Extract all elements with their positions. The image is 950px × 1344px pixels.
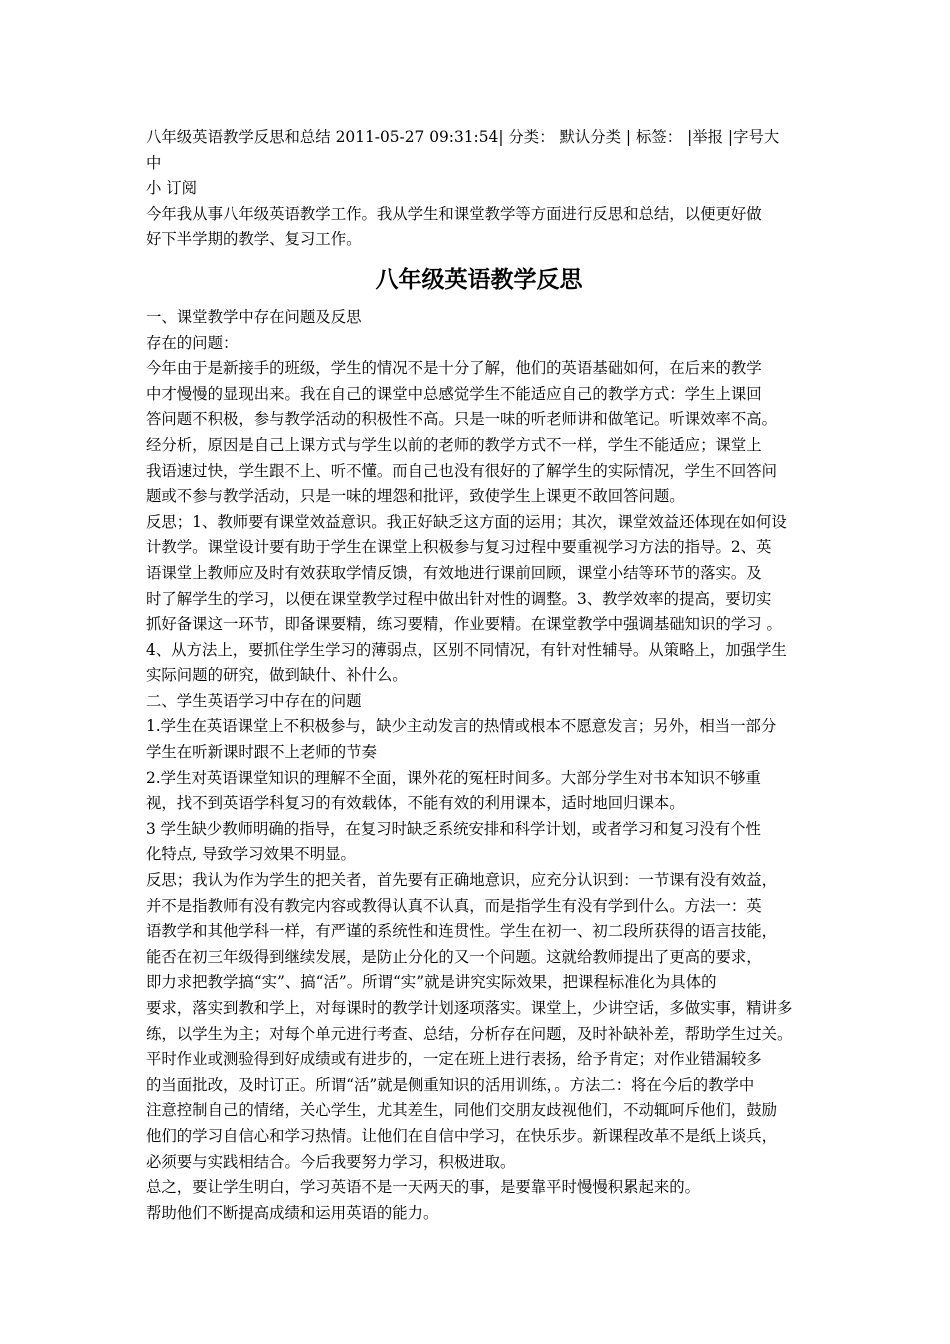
body-line: 即力求把教学搞“实”、搞“活”。所谓“实”就是讲究实际效果，把课程标准化为具体的 [146, 973, 717, 992]
body-line: 学生在听新课时跟不上老师的节奏 [146, 743, 377, 762]
header-line: 中 [146, 153, 162, 172]
body-line: 经分析，原因是自己上课方式与学生以前的老师的教学方式不一样，学生不能适应；课堂上 [146, 435, 762, 454]
body-line: 今年由于是新接手的班级，学生的情况不是十分了解，他们的英语基础如何，在后来的教学 [146, 359, 762, 378]
body-line: 的当面批改，及时订正。所谓“活”就是侧重知识的活用训练，。方法二：将在今后的教学中 [146, 1075, 755, 1094]
body-line: 反思；我认为作为学生的把关者，首先要有正确地意识，应充分认识到：一节课有没有效益， [146, 871, 778, 890]
body-line: 化特点, 导致学习效果不明显。 [146, 845, 356, 864]
body-line: 总之，要让学生明白，学习英语不是一天两天的事，是要靠平时慢慢积累起来的。 [146, 1178, 701, 1197]
body-line: 计教学。课堂设计要有助于学生在课堂上积极参与复习过程中要重视学习方法的指导。2、英 [146, 538, 772, 557]
body-line: 存在的问题： [146, 333, 239, 352]
body-line: 平时作业或测验得到好成绩或有进步的，一定在班上进行表扬，给予肯定；对作业错漏较多 [146, 1050, 762, 1069]
header-line: 八年级英语教学反思和总结 2011-05-27 09:31:54| 分类： 默认分类 | 标签： |举报 |字号大 [146, 128, 780, 146]
body-line: 语教学和其他学科一样，有严谨的系统性和连贯性。学生在初一、初二段所获得的语言技能， [146, 922, 778, 941]
body-line: 我语速过快，学生跟不上、听不懂。而自己也没有很好的了解学生的实际情况，学生不回答问 [146, 461, 778, 480]
document-text [146, 125, 812, 1226]
body-line: 二、学生英语学习中存在的问题 [146, 691, 362, 710]
body-line: 练，以学生为主；对每个单元进行考查、总结，分析存在问题，及时补缺补差，帮助学生过关。 [146, 1024, 793, 1043]
body-line: 他们的学习自信心和学习热情。让他们在自信中学习，在快乐步。新课程改革不是纸上谈兵， [146, 1126, 778, 1145]
body-line: 抓好备课这一环节，即备课要精，练习要精，作业要精。在课堂教学中强调基础知识的学习 。 [146, 615, 782, 634]
body-line: 2.学生对英语课堂知识的理解不全面，课外花的冤枉时间多。大部分学生对书本知识不够重 [146, 768, 761, 787]
body-line: 能否在初三年级得到继续发展，是防止分化的又一个问题。这就给教师提出了更高的要求， [146, 947, 762, 966]
body-line: 并不是指教师有没有教完内容或教得认真不认真，而是指学生有没有学到什么。方法一：英 [146, 896, 762, 915]
body-line: 1.学生在英语课堂上不积极参与，缺少主动发言的热情或根本不愿意发言；另外，相当一部分 [146, 717, 777, 736]
document-body [146, 305, 812, 1226]
body-line: 中才慢慢的显现出来。我在自己的课堂中总感觉学生不能适应自己的教学方式：学生上课回 [146, 384, 762, 403]
body-line: 实际问题的研究，做到缺什、补什么。 [146, 666, 408, 685]
body-line: 一、课堂教学中存在问题及反思 [146, 307, 362, 326]
body-line: 要求，落实到教和学上，对每课时的教学计划逐项落实。课堂上，少讲空话，多做实事，精讲多 [146, 999, 793, 1017]
body-line: 注意控制自己的情绪，关心学生，尤其差生，同他们交朋友歧视他们，不动辄呵斥他们，鼓励 [146, 1101, 778, 1120]
intro-line: 好下半学期的教学、复习工作。 [146, 230, 362, 249]
body-line: 答问题不积极，参与教学活动的积极性不高。只是一味的听老师讲和做笔记。听课效率不高。 [146, 410, 778, 429]
intro-line: 今年我从事八年级英语教学工作。我从学生和课堂教学等方面进行反思和总结，以便更好做 [146, 204, 762, 223]
body-line: 3 学生缺少教师明确的指导，在复习时缺乏系统安排和科学计划，或者学习和复习没有个性 [146, 819, 761, 838]
body-line: 语课堂上教师应及时有效获取学情反馈，有效地进行课前回顾，课堂小结等环节的落实。及 [146, 563, 762, 582]
body-line: 反思；1、教师要有课堂效益意识。我正好缺乏这方面的运用；其次，课堂效益还体现在如何设 [146, 512, 787, 531]
body-line: 必须要与实践相结合。今后我要努力学习，积极进取。 [146, 1152, 516, 1171]
body-line: 视，找不到英语学科复习的有效载体，不能有效的利用课本，适时地回归课本。 [146, 794, 685, 813]
body-line: 帮助他们不断提高成绩和运用英语的能力。 [146, 1203, 439, 1222]
header-line: 小 订阅 [146, 179, 198, 198]
body-line: 时了解学生的学习，以便在课堂教学过程中做出针对性的调整。3、教学效率的提高，要切实 [146, 589, 772, 608]
body-line: 4、从方法上，要抓住学生学习的薄弱点，区别不同情况，有针对性辅导。从策略上，加强学生 [146, 640, 787, 659]
body-line: 题或不参与教学活动，只是一味的埋怨和批评，致使学生上课更不敢回答问题。 [146, 487, 685, 506]
document-title: 八年级英语教学反思 [375, 266, 583, 293]
